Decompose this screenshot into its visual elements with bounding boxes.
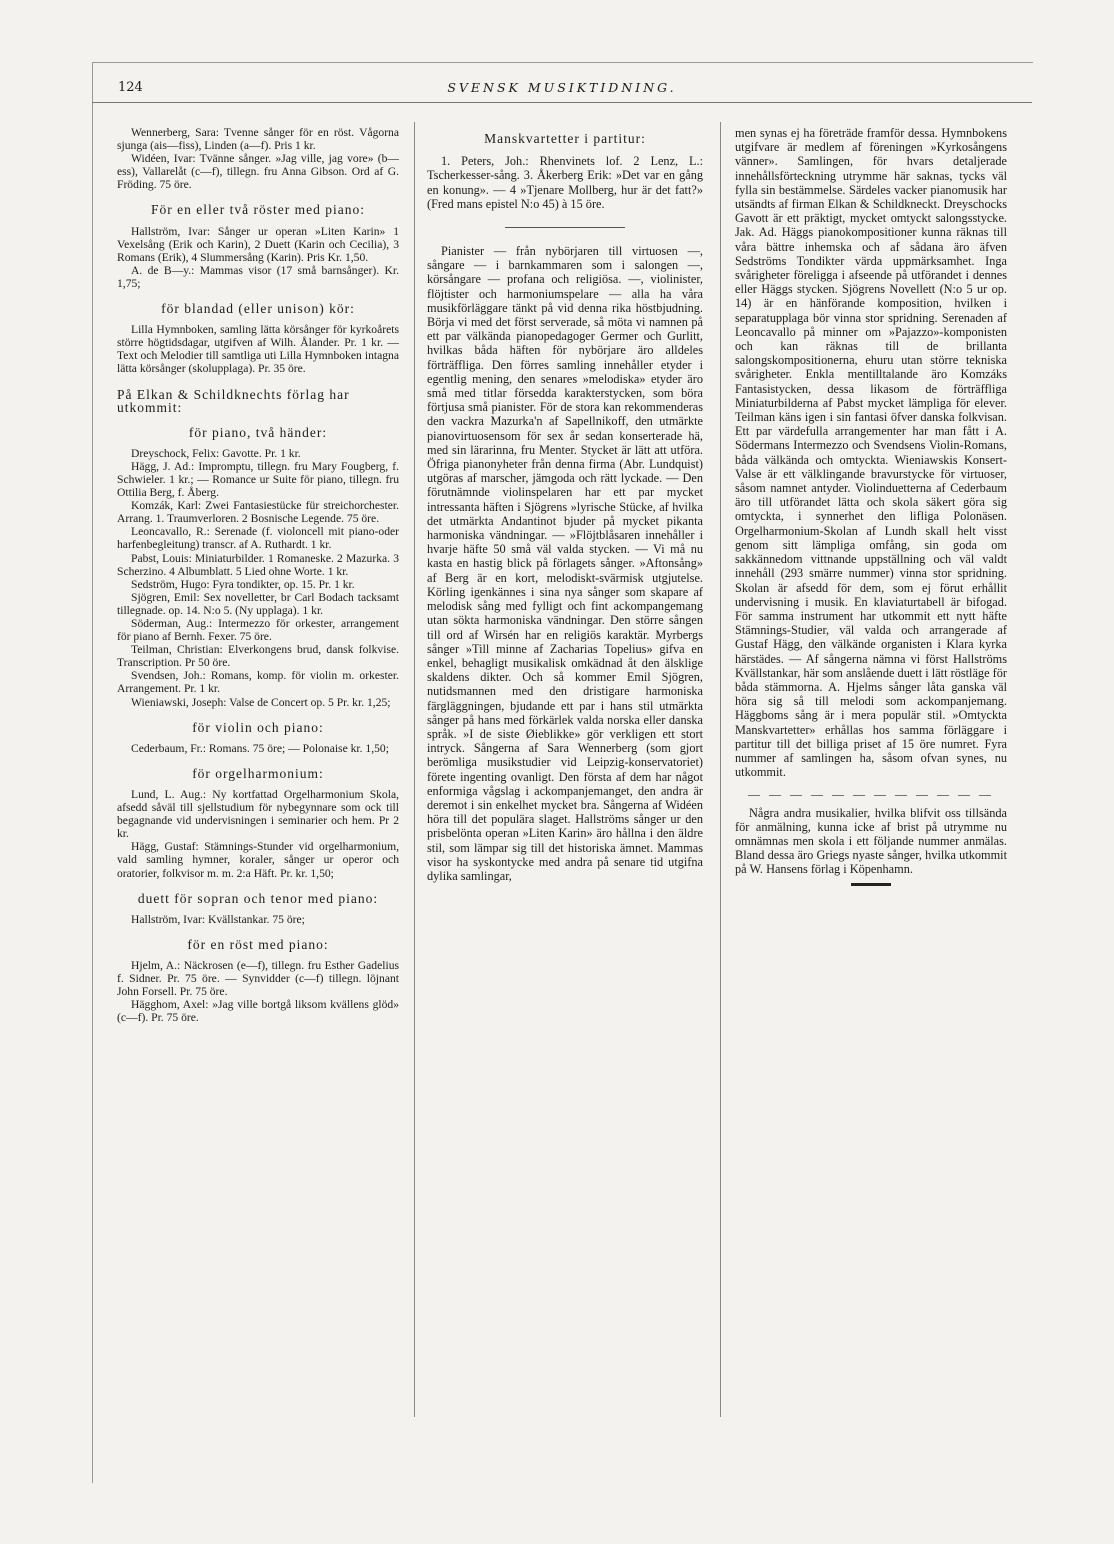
- list-item: A. de B—y.: Mammas visor (17 små barnsånger). Kr. 1,75;: [117, 263, 399, 290]
- column-middle: [427, 126, 703, 883]
- list-item: Sedström, Hugo: Fyra tondikter, op. 15. Pr. 1 kr.: [131, 577, 355, 591]
- section-heading: För en eller två röster med piano:: [151, 202, 365, 218]
- list-item: Dreyschock, Felix: Gavotte. Pr. 1 kr.: [131, 446, 301, 460]
- list-item: Cederbaum, Fr.: Romans. 75 öre; — Polonaise kr. 1,50;: [131, 741, 389, 755]
- list-item: Wennerberg, Sara: Tvenne sånger för en röst. Vågorna sjunga (ais—fiss), Linden (a—f). Pris 1 kr.: [117, 126, 399, 153]
- running-title: SVENSK MUSIKTIDNING.: [447, 80, 677, 95]
- section-heading: för en röst med piano:: [187, 936, 329, 952]
- list-item: Sjögren, Emil: Sex novelletter, br Carl Bodach tacksamt tillegnade. op. 14. N:o 5. (Ny upplaga). 1 kr.: [117, 590, 399, 617]
- section-heading: Manskvartetter i partitur:: [484, 131, 646, 146]
- page-number: 124: [118, 80, 143, 95]
- divider: — — — — — — — — — — — —: [748, 787, 994, 802]
- column-right: [735, 126, 1007, 886]
- section-heading: för violin och piano:: [192, 719, 324, 735]
- list-item: Hägg, J. Ad.: Impromptu, tillegn. fru Mary Fougberg, f. Schwieler. 1 kr.; — Romance ur Suite för piano, tillegn. fru Ottilia Berg, f. Åberg.: [117, 459, 399, 500]
- list-item: Hjelm, A.: Näckrosen (e—f), tillegn. fru Esther Gadelius f. Sidner. Pr. 75 öre. — Synvidder (c—f) tillegn. löjnant John Forsell. Pr. 75 öre.: [117, 958, 399, 999]
- section-heading: På Elkan & Schildknechts förlag har utkommit:: [117, 386, 350, 415]
- paragraph: Pianister — från nybörjaren till virtuosen —, sångare — i barnkammaren som i salongen —, körsångare — profana och religiösa. —, violinister, flöjtister och harmoniumspelare — alla ha våra musikförläggare tänkt på vid denna rika höstbjudning. Börja vi med det först serverade, så möta vi namnen på ett par välkända pianopedagoger Germer och Gurlitt, hvilkas båda häften för nybörjare äro alldeles förträffliga. Den förres samling innehåller etyder i egentlig mening, den senares »melodiska» etyder äro små med titlar försedda karakterstycken, som böra förtjusa små pianister. För de stora kan rekommenderas den vackra Mazurka'n af Sapellnikoff, den utmärkte pianovirtuosensom för sex år sedan konserterade hä, med sin lärarinna, fru Menter. Stycket är lätt att utföra. Öfriga pianonyheter från denna firma (Abr. Lundquist) utgöras af marscher, jämgoda och rätt lyckade. — Den förutnämnde violinspelaren har ett par mycket intressanta häften i Sjögrens »lyrische Stücke, af hvilka det utmärkta Andantinot bjuder på mycket pikanta harmoniska vändningar. — »Flöjtblåsaren innehåller i hvarje häfte 50 små väl valda stycken. — Vi må nu kasta en hastig blick på förlagets sånger. »Aftonsång» af Berg är en kort, melodiskt-svärmisk utgjutelse. Körling igenkännes i sina nya sånger som skapare af melodisk sång med fylligt och fint ackompangemang utan sökta harmoniska vändningar. Den större sången till ord af Wirsén har en religiös karaktär. Myrbergs sånger »Till minne af Zacharias Topelius» gifva en enkel, behagligt musikalisk omkädnad åt den älsklige skaldens dikter. Och så kommer Emil Sjögren, nutidsmannen med den dristigare harmoniska färgläggningen, bjudande ett par i hans stil utmärkta sånger på hans med förkärlek valda norska eller danska språk. »I de siste Øieblikke» gör verkligen ett stort intryck. Sångerna af Sara Wennerberg (som gjort berömliga musikstudier vid Leipzig-konservatoriet) förete ingenting ovanligt. Den första af dem har något enformiga vågslag i ackompanjemanget, den andra är deremot i sin enkelhet mycket bra. Sångerna af Widéen höra till det populära slaget. Hallströms sånger ur den prisbelönta operan »Liten Karin» äro hållna i den äldre stil, som lämpar sig till det historiska ämnet. Mammas visor ha syskontycke med andra på senare tid utgifna dylika samlingar,: [427, 244, 703, 883]
- list-item: Hallström, Ivar: Sånger ur operan »Liten Karin» 1 Vexelsång (Erik och Karin), 2 Duett (Karin och Cecilia), 3 Romans (Erik), 4 Slummersång (Karin). Pris Kr. 1,50.: [117, 224, 399, 264]
- list-item: Widéen, Ivar: Tvänne sånger. »Jag ville, jag vore» (b—ess), Vallarelåt (c—f), tillegn. fru Anna Gibson. Ord af G. Fröding. 75 öre.: [117, 152, 399, 192]
- list-item: Pabst, Louis: Miniaturbilder. 1 Romaneske. 2 Mazurka. 3 Scherzino. 4 Albumblatt. 5 Lied ohne Worte. 1 kr.: [117, 551, 399, 578]
- column-left: [117, 126, 399, 1024]
- list-item: Hallström, Ivar: Kvällstankar. 75 öre;: [131, 912, 305, 926]
- section-heading: duett för sopran och tenor med piano:: [137, 890, 379, 906]
- list-item: Lund, L. Aug.: Ny kortfattad Orgelharmonium Skola, afsedd såväl till sjellstudium för nybegynnare som ock till begagnande vid undervisningen i seminarier och hem. Pr 2 kr.: [117, 787, 399, 841]
- list-item: Hägg, Gustaf: Stämnings-Stunder vid orgelharmonium, vald samling hymner, koraler, sånger ur operor och oratorier, folkvisor m. m. 2:a Häft. Pr. kr. 1,50;: [117, 840, 399, 880]
- section-heading: för orgelharmonium:: [192, 765, 324, 781]
- column-rule-right: [720, 122, 721, 1417]
- section-heading: för piano, två händer:: [188, 424, 328, 440]
- list-item: Hägghom, Axel: »Jag ville bortgå liksom kvällens glöd» (c—f). Pr. 75 öre.: [117, 998, 399, 1025]
- divider: [505, 227, 625, 228]
- list-item: Teilman, Christian: Elverkongens brud, dansk folkvise. Transcription. Pr 50 öre.: [117, 643, 399, 670]
- section-heading: för blandad (eller unison) kör:: [161, 301, 355, 317]
- paragraph: Några andra musikalier, hvilka blifvit oss tillsända för anmälning, kunna icke af brist på utrymme nu omnämnas men skola i ett följande nummer anmälas. Bland dessa äro Griegs nyaste sånger, hvilka utkommit på W. Hansens förlag i Köpenhamn.: [735, 805, 1007, 877]
- column-rule-left: [414, 122, 415, 1417]
- list-item: Svendsen, Joh.: Romans, komp. för violin m. orkester. Arrangement. Pr. 1 kr.: [117, 669, 399, 696]
- paragraph: 1. Peters, Joh.: Rhenvinets lof. 2 Lenz, L.: Tscherkesser-sång. 3. Åkerberg Erik: »Det var en gång en konung». — 4 »Tjenare Mollberg, hur är det fatt?» (Fred mans epistel N:o 45) à 15 öre.: [427, 154, 703, 211]
- list-item: Leoncavallo, R.: Serenade (f. violoncell mit piano-oder harfenbegleitung) transcr. af A. Ruthardt. 1 kr.: [117, 525, 399, 552]
- list-item: Wieniawski, Joseph: Valse de Concert op. 5 Pr. kr. 1,25;: [131, 695, 391, 709]
- list-item: Söderman, Aug.: Intermezzo för orkester, arrangement för piano af Bernh. Fexer. 75 öre.: [117, 617, 399, 644]
- end-mark: [851, 883, 891, 886]
- paragraph: men synas ej ha företräde framför dessa. Hymnbokens utgifvare är medlem af föreningen »Kyrkosångens vänner». Samlingen, för hvars detaljerade innehållsförteckning utrymme här saknas, tycks väl fylla sin bestämmelse. Särdeles vacker pianomusik har utsändts af firman Elkan & Schildkneckt. Dreyschocks Gavott är ett präktigt, mycket omtyckt salongsstycke. Jak. Ad. Häggs pianokompositioner kunna räknas till våra bättre inhemska och af sådana äro äfven Sedströms Tondikter värda uppmärksamhet. Inga svårigheter föreligga i afseende på utförandet i dennes eller Häggs stycken. Sjögrens Novellett (N:o 5 ur op. 14) är en hänförande komposition, hvilken i separatupplaga bör vinna stor spridning. Serenaden af Leoncavallo på minner om »Pajazzo»-komponisten och kan räknas till de brillanta salongskompositionerna, ehuru utan större tekniska svårigheter. Enkla mentilltalande äro Komzáks Fantasistycken, dessa likasom de förträffliga Miniaturbilderna af Pabst mycket lämpliga för elever. Teilman käns igen i sin fantasi öfver danska folkvisan. Ett par värdefulla arrangementer har man fått i A. Södermans Intermezzo och Svendsens Violin-Romans, båda välkända och omtyckta. Wieniawskis Konsert-Valse är ett välklingande bravurstycke för virtuoser, såsom namnet antyder. Violinduetterna af Cederbaum äro till utförandet lätta och skola säkert göra sig omtyckta, i synnerhet den lifliga Polonäsen. Orgelharmonium-Skolan af Lundh skall helt visst genom sitt lämpliga omfång, sin goda om sakkännedom vittnande uppställning och väl valdt innehåll (293 smärre nummer) vinna stor spridning. Skolan är afsedd för dem, som ej förut erhållit undervisning i musik. En klaviaturtabell är bifogad. För samma instrument har utkommit ett nytt häfte Stämnings-Studier, väl valda och arrangerade af Gustaf Hägg, den välkände organisten i Klara kyrka härstädes. — Af sångerna nämna vi först Hallströms Kvällstankar, här som anslående duett i lätt röstläge för båda stämmorna. A. Hjelms sånger låta ganska väl höra sig så till melodi som ackompanjemang. Häggboms sång är i mera populär stil. »Omtyckta Manskvartetter» erhållas hos samma förläggare i partitur till det billiga priset af 15 öre numret. Fyra nummer af samlingen ha, såsom ofvan synes, nu utkommit.: [735, 126, 1007, 780]
- list-item: Komzák, Karl: Zwei Fantasiestücke für streichorchester. Arrang. 1. Traumverloren. 2 Bosnische Legende. 75 öre.: [117, 499, 399, 526]
- list-item: Lilla Hymnboken, samling lätta körsånger för kyrkoårets större högtidsdagar, utgifven af Wilh. Ålander. Pr. 1 kr. — Text och Melodier till samtliga uti Lilla Hymnboken intagna lätta körsånger (skolupplaga). Pr. 35 öre.: [117, 323, 399, 376]
- page-header: [92, 72, 1032, 103]
